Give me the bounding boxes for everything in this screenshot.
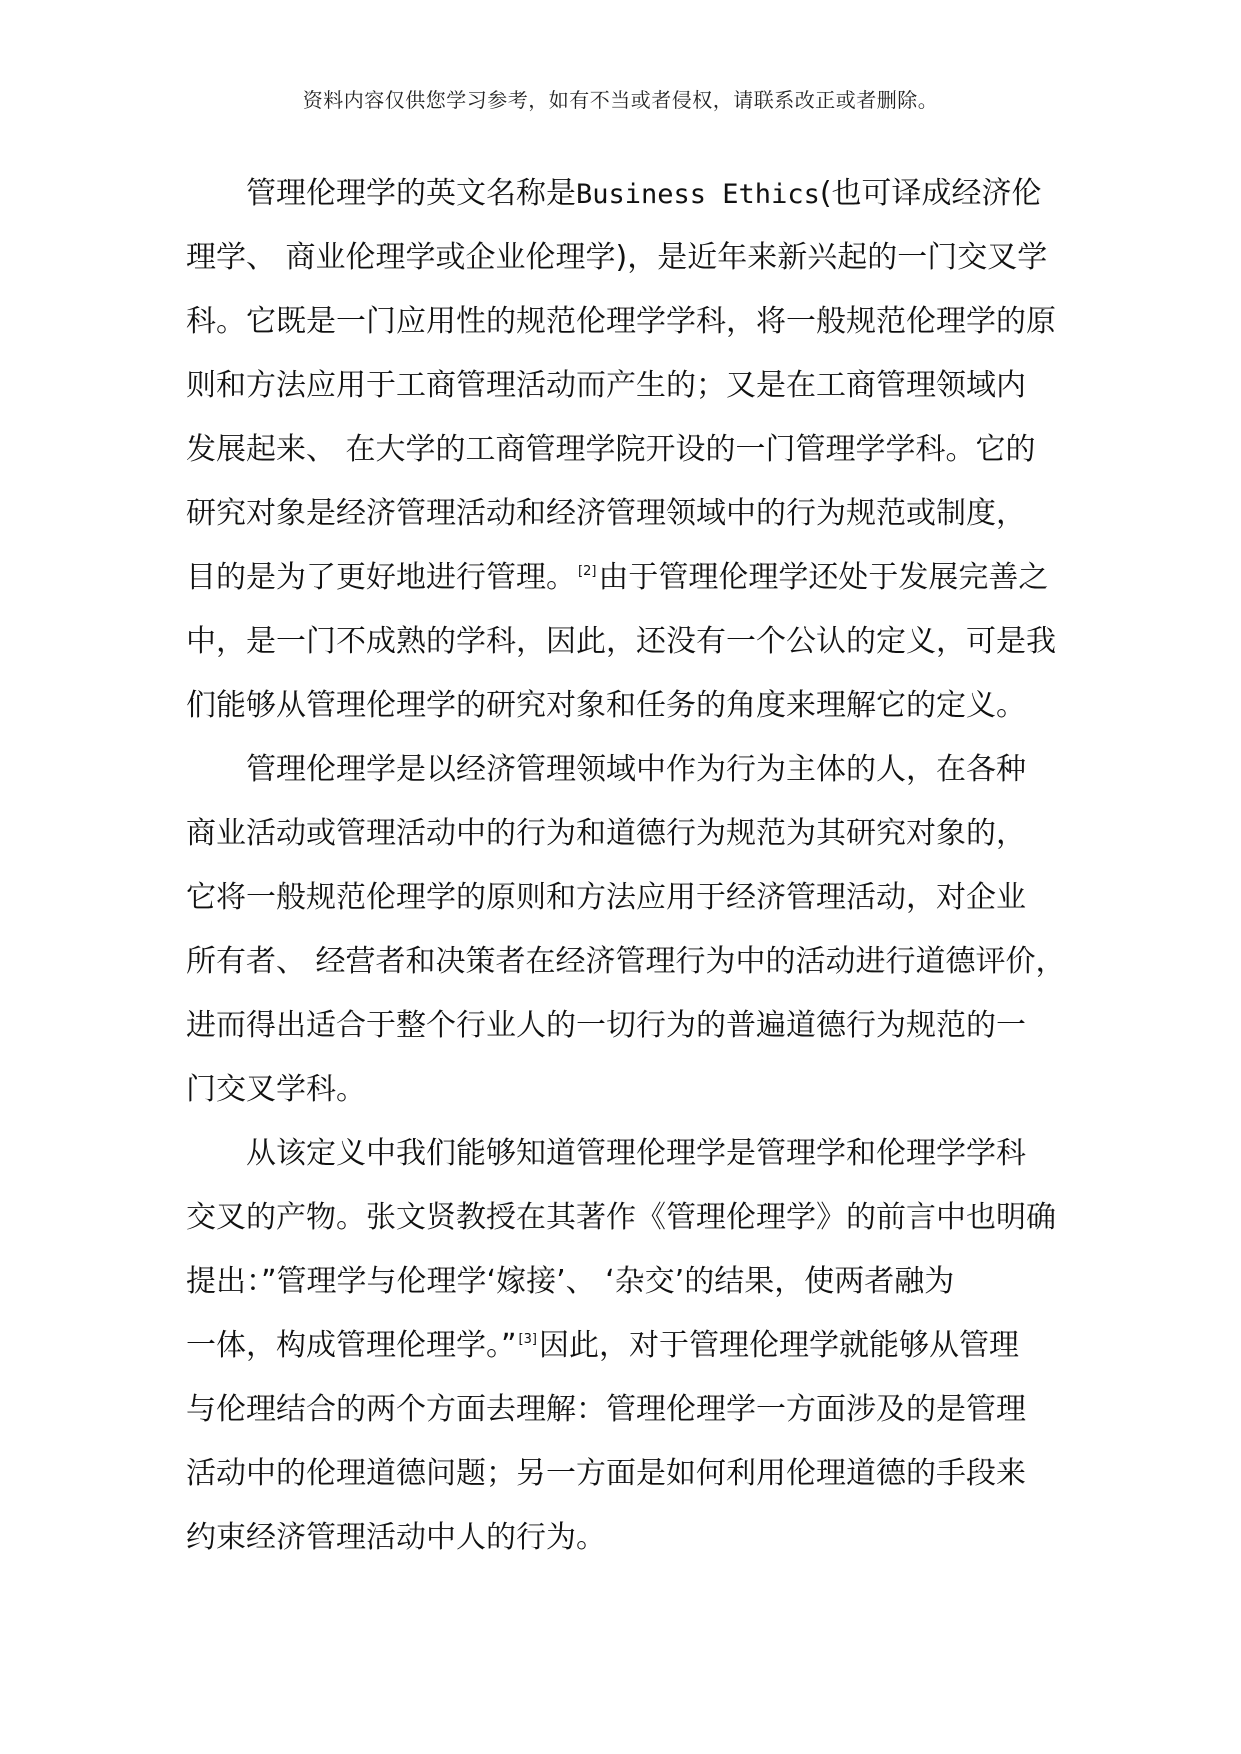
paragraph-2-line-5: 进而得出适合于整个行业人的一切行为的普遍道德行为规范的一 xyxy=(186,1008,1026,1043)
paragraph-2-line-1: 管理伦理学是以经济管理领域中作为行为主体的人，在各种 xyxy=(246,752,1026,787)
paragraph-1-line-5: 发展起来、 在大学的工商管理学院开设的一门管理学学科。它的 xyxy=(186,432,1036,467)
paragraph-1-line-6: 研究对象是经济管理活动和经济管理领域中的行为规范或制度， xyxy=(186,496,1026,531)
paragraph-3-line-6: 活动中的伦理道德问题；另一方面是如何利用伦理道德的手段来 xyxy=(186,1456,1026,1491)
paragraph-2-line-3: 它将一般规范伦理学的原则和方法应用于经济管理活动，对企业 xyxy=(186,880,1026,915)
paragraph-1-line-8: 中，是一门不成熟的学科，因此，还没有一个公认的定义，可是我 xyxy=(186,624,1056,659)
paragraph-3-line-5: 与伦理结合的两个方面去理解：管理伦理学一方面涉及的是管理 xyxy=(186,1392,1026,1427)
text-span: 一体，构成管理伦理学。” xyxy=(186,1328,517,1363)
paragraph-3-line-1: 从该定义中我们能够知道管理伦理学是管理学和伦理学学科 xyxy=(246,1136,1026,1171)
paragraph-2 xyxy=(186,738,1066,1122)
citation-marker: [3] xyxy=(518,1332,537,1347)
text-span: 由于管理伦理学还处于发展完善之 xyxy=(598,560,1049,595)
text-span: 管理伦理学的英文名称是 xyxy=(246,176,576,211)
text-span: (也可译成经济伦 xyxy=(819,176,1042,211)
paragraph-3-line-2: 交叉的产物。张文贤教授在其著作《管理伦理学》的前言中也明确 xyxy=(186,1200,1056,1235)
paragraph-1-line-4: 则和方法应用于工商管理活动而产生的；又是在工商管理领域内 xyxy=(186,368,1026,403)
paragraph-1-line-2: 理学、 商业伦理学或企业伦理学)，是近年来新兴起的一门交叉学 xyxy=(186,240,1048,275)
paragraph-1-line-7 xyxy=(186,546,1056,610)
document-body xyxy=(186,162,1066,1570)
paragraph-3-line-3: 提出：”管理学与伦理学‘嫁接’、 ‘杂交’的结果，使两者融为 xyxy=(186,1264,955,1299)
paragraph-1-line-9: 们能够从管理伦理学的研究对象和任务的角度来理解它的定义。 xyxy=(186,688,1026,723)
paragraph-1-line-3: 科。它既是一门应用性的规范伦理学学科，将一般规范伦理学的原 xyxy=(186,304,1056,339)
paragraph-3 xyxy=(186,1122,1056,1570)
text-span: 目的是为了更好地进行管理。 xyxy=(186,560,576,595)
paragraph-1-line-1 xyxy=(186,162,1056,226)
text-span: 因此，对于管理伦理学就能够从管理 xyxy=(538,1328,1019,1363)
page-header-note: 资料内容仅供您学习参考，如有不当或者侵权，请联系改正或者删除。 xyxy=(302,88,939,112)
citation-marker: [2] xyxy=(578,564,597,579)
english-term: Business Ethics xyxy=(576,179,820,210)
paragraph-2-line-4: 所有者、 经营者和决策者在经济管理行为中的活动进行道德评价， xyxy=(186,944,1066,979)
paragraph-1 xyxy=(186,162,1056,738)
paragraph-3-line-7: 约束经济管理活动中人的行为。 xyxy=(186,1520,606,1555)
paragraph-2-line-6: 门交叉学科。 xyxy=(186,1072,366,1107)
paragraph-2-line-2: 商业活动或管理活动中的行为和道德行为规范为其研究对象的， xyxy=(186,816,1026,851)
paragraph-3-line-4 xyxy=(186,1314,1056,1378)
